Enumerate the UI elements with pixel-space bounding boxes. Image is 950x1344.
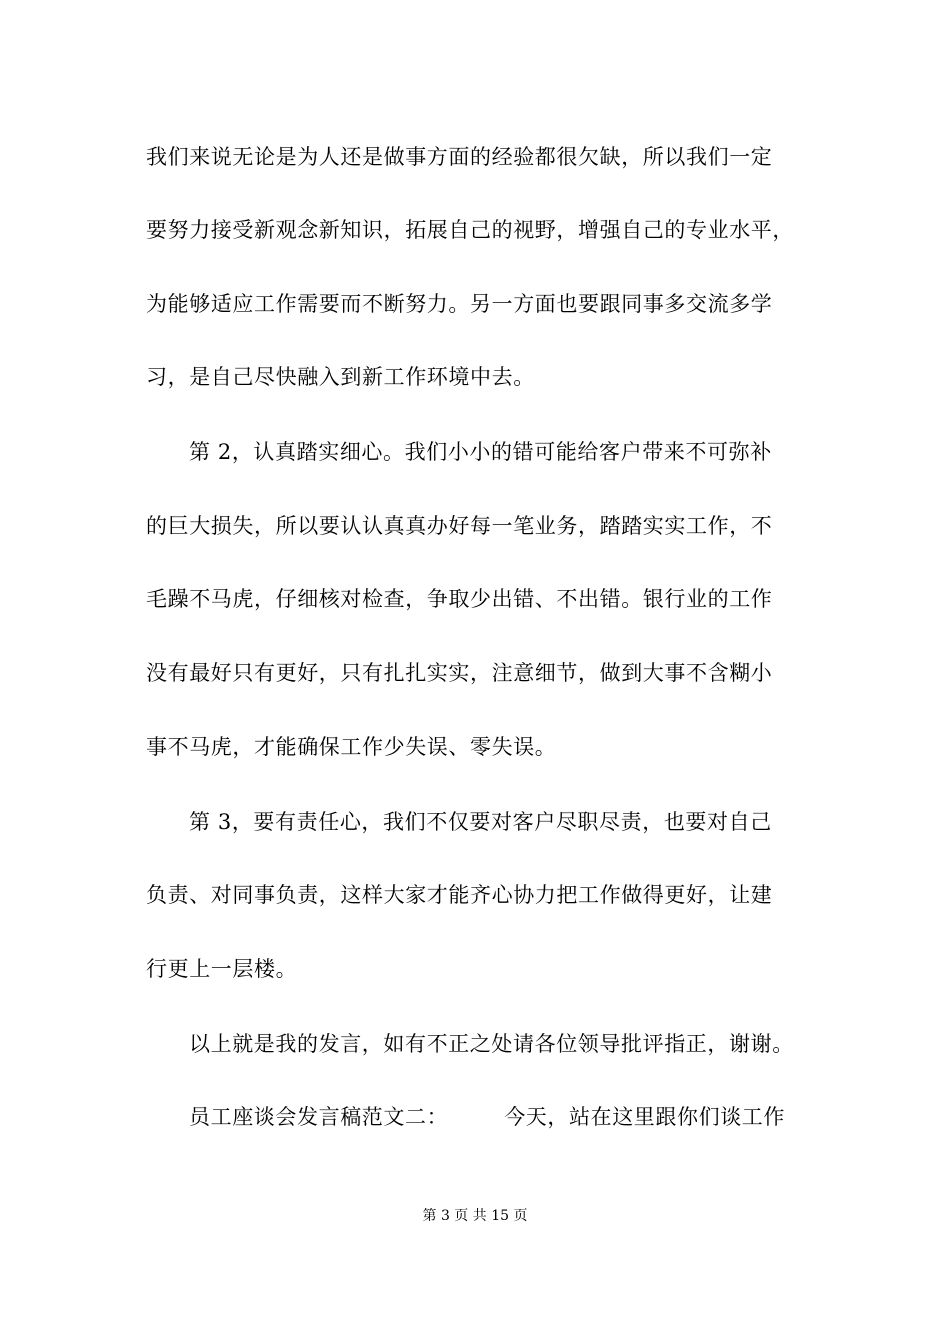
text-line: 行更上一层楼。 <box>146 957 298 981</box>
text-line: 习，是自己尽快融入到新工作环境中去。 <box>146 365 535 389</box>
section-heading: 员工座谈会发言稿范文二： <box>189 1105 449 1129</box>
text-line: 毛躁不马虎，仔细核对检查，争取少出错、不出错。银行业的工作 <box>146 587 773 611</box>
section-intro-text: 今天，站在这里跟你们谈工作 <box>504 1105 786 1129</box>
text-line: 第 3，要有责任心，我们不仅要对客户尽职尽责，也要对自己 <box>189 810 772 834</box>
text-line: 的巨大损失，所以要认认真真办好每一笔业务，踏踏实实工作，不 <box>146 514 773 538</box>
page-number-footer: 第 3 页 共 15 页 <box>422 1208 528 1224</box>
text-line: 我们来说无论是为人还是做事方面的经验都很欠缺，所以我们一定 <box>146 145 773 169</box>
text-line: 事不马虎，才能确保工作少失误、零失误。 <box>146 735 557 759</box>
text-line <box>189 1103 785 1131</box>
text-line: 为能够适应工作需要而不断努力。另一方面也要跟同事多交流多学 <box>146 292 773 316</box>
text-line: 以上就是我的发言，如有不正之处请各位领导批评指正，谢谢。 <box>189 1032 794 1056</box>
text-line: 要努力接受新观念新知识，拓展自己的视野，增强自己的专业水平， <box>146 218 794 242</box>
text-line: 第 2，认真踏实细心。我们小小的错可能给客户带来不可弥补 <box>189 440 772 464</box>
text-line: 负责、对同事负责，这样大家才能齐心协力把工作做得更好，让建 <box>146 883 773 907</box>
text-line: 没有最好只有更好，只有扎扎实实，注意细节，做到大事不含糊小 <box>146 661 773 685</box>
